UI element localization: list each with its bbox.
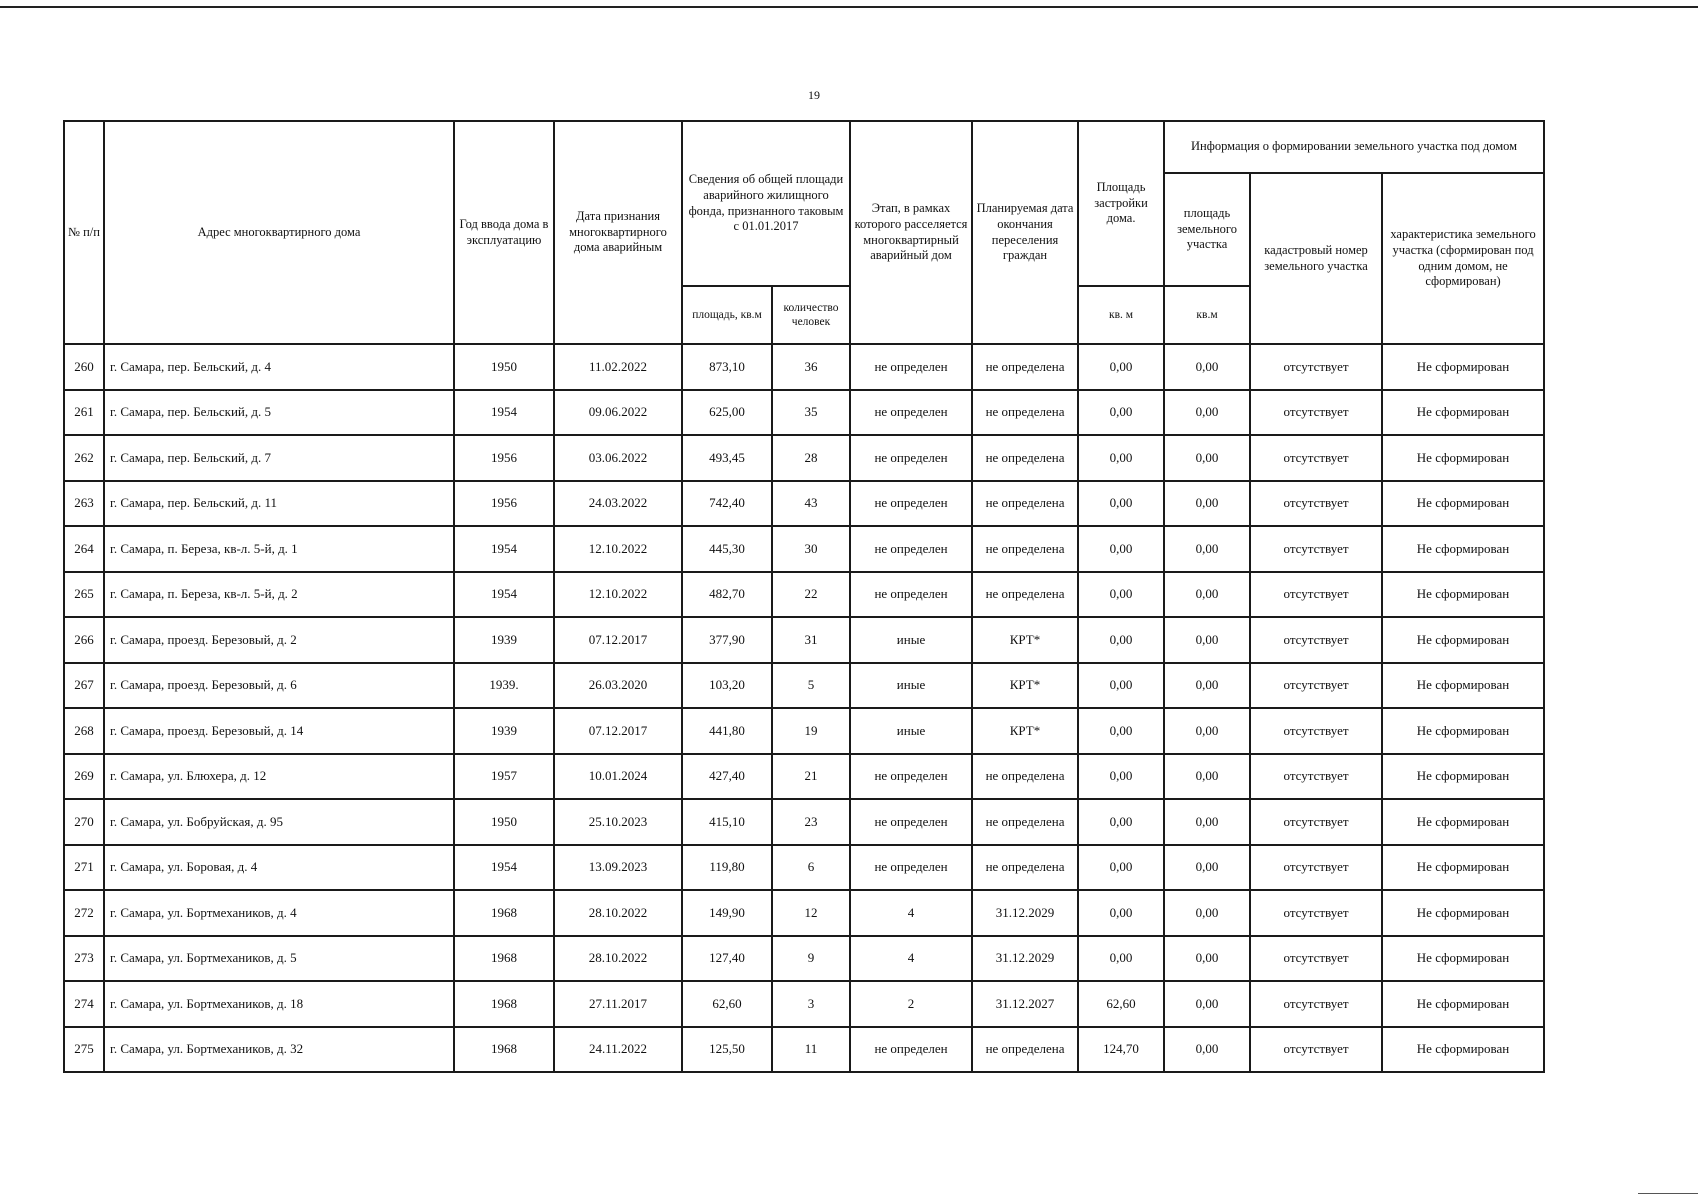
row-land-status: Не сформирован [1382, 344, 1544, 390]
row-year: 1950 [454, 344, 554, 390]
row-address: г. Самара, ул. Бортмехаников, д. 18 [104, 981, 454, 1027]
row-land-area: 0,00 [1164, 344, 1250, 390]
row-land-area: 0,00 [1164, 526, 1250, 572]
row-planned-date: не определена [972, 1027, 1078, 1073]
table-row [64, 526, 1544, 572]
row-planned-date: не определена [972, 435, 1078, 481]
row-area: 377,90 [682, 617, 772, 663]
row-people: 31 [772, 617, 850, 663]
row-date-recognized: 10.01.2024 [554, 754, 682, 800]
row-building-area: 0,00 [1078, 845, 1164, 891]
row-year: 1954 [454, 845, 554, 891]
row-cadastral: отсутствует [1250, 1027, 1382, 1073]
row-year: 1957 [454, 754, 554, 800]
row-building-area: 0,00 [1078, 572, 1164, 618]
row-year: 1954 [454, 572, 554, 618]
row-land-status: Не сформирован [1382, 572, 1544, 618]
header-land-characteristic: характеристика земельного участка (сформирован под одним домом, не сформирован) [1382, 173, 1544, 344]
row-cadastral: отсутствует [1250, 799, 1382, 845]
table-row [64, 799, 1544, 845]
row-cadastral: отсутствует [1250, 435, 1382, 481]
row-number: 262 [64, 435, 104, 481]
row-number: 261 [64, 390, 104, 436]
row-date-recognized: 12.10.2022 [554, 526, 682, 572]
table-body [64, 344, 1544, 1072]
table-row [64, 572, 1544, 618]
row-planned-date: не определена [972, 572, 1078, 618]
row-stage: не определен [850, 572, 972, 618]
row-address: г. Самара, пер. Бельский, д. 11 [104, 481, 454, 527]
row-land-area: 0,00 [1164, 981, 1250, 1027]
header-land-area: площадь земельного участка [1164, 173, 1250, 286]
row-building-area: 0,00 [1078, 481, 1164, 527]
row-land-status: Не сформирован [1382, 845, 1544, 891]
header-land-info: Информация о формировании земельного участка под домом [1164, 121, 1544, 173]
row-stage: не определен [850, 481, 972, 527]
row-land-area: 0,00 [1164, 1027, 1250, 1073]
row-year: 1968 [454, 981, 554, 1027]
row-area: 103,20 [682, 663, 772, 709]
row-land-status: Не сформирован [1382, 981, 1544, 1027]
row-stage: не определен [850, 526, 972, 572]
row-stage: не определен [850, 1027, 972, 1073]
row-number: 267 [64, 663, 104, 709]
row-planned-date: не определена [972, 845, 1078, 891]
row-number: 273 [64, 936, 104, 982]
row-people: 43 [772, 481, 850, 527]
row-area: 482,70 [682, 572, 772, 618]
row-address: г. Самара, пер. Бельский, д. 4 [104, 344, 454, 390]
row-land-status: Не сформирован [1382, 435, 1544, 481]
row-address: г. Самара, ул. Бобруйская, д. 95 [104, 799, 454, 845]
row-building-area: 0,00 [1078, 754, 1164, 800]
row-cadastral: отсутствует [1250, 344, 1382, 390]
row-address: г. Самара, п. Береза, кв-л. 5-й, д. 2 [104, 572, 454, 618]
row-land-area: 0,00 [1164, 663, 1250, 709]
row-land-status: Не сформирован [1382, 799, 1544, 845]
table-row [64, 981, 1544, 1027]
row-planned-date: не определена [972, 481, 1078, 527]
row-address: г. Самара, проезд. Березовый, д. 6 [104, 663, 454, 709]
row-stage: 4 [850, 936, 972, 982]
row-people: 19 [772, 708, 850, 754]
unit-land-area: кв.м [1164, 286, 1250, 344]
row-land-status: Не сформирован [1382, 390, 1544, 436]
row-date-recognized: 25.10.2023 [554, 799, 682, 845]
row-building-area: 0,00 [1078, 617, 1164, 663]
emergency-housing-table [63, 120, 1545, 1073]
row-number: 270 [64, 799, 104, 845]
row-cadastral: отсутствует [1250, 890, 1382, 936]
table-row [64, 890, 1544, 936]
row-cadastral: отсутствует [1250, 481, 1382, 527]
row-people: 6 [772, 845, 850, 891]
row-year: 1956 [454, 435, 554, 481]
table-row [64, 845, 1544, 891]
row-people: 21 [772, 754, 850, 800]
row-land-area: 0,00 [1164, 754, 1250, 800]
row-address: г. Самара, ул. Боровая, д. 4 [104, 845, 454, 891]
header-people: количество человек [772, 286, 850, 344]
row-land-area: 0,00 [1164, 890, 1250, 936]
row-people: 28 [772, 435, 850, 481]
unit-building-area: кв. м [1078, 286, 1164, 344]
row-year: 1968 [454, 890, 554, 936]
row-cadastral: отсутствует [1250, 617, 1382, 663]
row-planned-date: 31.12.2029 [972, 890, 1078, 936]
row-date-recognized: 24.03.2022 [554, 481, 682, 527]
row-planned-date: 31.12.2029 [972, 936, 1078, 982]
row-planned-date: КРТ* [972, 663, 1078, 709]
row-land-status: Не сформирован [1382, 663, 1544, 709]
row-date-recognized: 07.12.2017 [554, 708, 682, 754]
row-land-area: 0,00 [1164, 572, 1250, 618]
row-area: 62,60 [682, 981, 772, 1027]
row-number: 268 [64, 708, 104, 754]
row-planned-date: не определена [972, 344, 1078, 390]
row-number: 272 [64, 890, 104, 936]
top-border-line [0, 6, 1698, 8]
row-cadastral: отсутствует [1250, 845, 1382, 891]
row-cadastral: отсутствует [1250, 663, 1382, 709]
row-address: г. Самара, пер. Бельский, д. 5 [104, 390, 454, 436]
header-num: № п/п [64, 121, 104, 344]
row-building-area: 0,00 [1078, 936, 1164, 982]
row-year: 1968 [454, 1027, 554, 1073]
header-planned-date: Планируемая дата окончания переселения граждан [972, 121, 1078, 344]
row-stage: не определен [850, 435, 972, 481]
row-building-area: 0,00 [1078, 890, 1164, 936]
row-building-area: 0,00 [1078, 435, 1164, 481]
table-row [64, 344, 1544, 390]
row-planned-date: не определена [972, 799, 1078, 845]
row-land-status: Не сформирован [1382, 708, 1544, 754]
row-land-status: Не сформирован [1382, 617, 1544, 663]
row-area: 125,50 [682, 1027, 772, 1073]
row-stage: не определен [850, 799, 972, 845]
row-building-area: 0,00 [1078, 390, 1164, 436]
row-address: г. Самара, пер. Бельский, д. 7 [104, 435, 454, 481]
row-number: 275 [64, 1027, 104, 1073]
row-planned-date: не определена [972, 526, 1078, 572]
row-planned-date: КРТ* [972, 708, 1078, 754]
row-area: 625,00 [682, 390, 772, 436]
row-building-area: 62,60 [1078, 981, 1164, 1027]
row-area: 119,80 [682, 845, 772, 891]
row-area: 445,30 [682, 526, 772, 572]
header-stage: Этап, в рамках которого расселяется многоквартирный аварийный дом [850, 121, 972, 344]
row-year: 1950 [454, 799, 554, 845]
header-year: Год ввода дома в эксплуатацию [454, 121, 554, 344]
row-address: г. Самара, п. Береза, кв-л. 5-й, д. 1 [104, 526, 454, 572]
row-number: 271 [64, 845, 104, 891]
row-date-recognized: 12.10.2022 [554, 572, 682, 618]
row-area: 493,45 [682, 435, 772, 481]
bottom-border-line [1638, 1193, 1698, 1194]
row-cadastral: отсутствует [1250, 936, 1382, 982]
row-people: 12 [772, 890, 850, 936]
row-stage: 4 [850, 890, 972, 936]
header-cadastral: кадастровый номер земельного участка [1250, 173, 1382, 344]
row-area: 127,40 [682, 936, 772, 982]
row-land-area: 0,00 [1164, 481, 1250, 527]
table-row [64, 435, 1544, 481]
row-cadastral: отсутствует [1250, 708, 1382, 754]
row-land-area: 0,00 [1164, 617, 1250, 663]
row-date-recognized: 11.02.2022 [554, 344, 682, 390]
row-year: 1954 [454, 526, 554, 572]
row-address: г. Самара, ул. Бортмехаников, д. 5 [104, 936, 454, 982]
row-number: 269 [64, 754, 104, 800]
row-year: 1939. [454, 663, 554, 709]
row-cadastral: отсутствует [1250, 572, 1382, 618]
row-land-area: 0,00 [1164, 936, 1250, 982]
row-people: 35 [772, 390, 850, 436]
table-row [64, 390, 1544, 436]
header-date-recognized: Дата признания многоквартирного дома аварийным [554, 121, 682, 344]
row-area: 415,10 [682, 799, 772, 845]
row-people: 3 [772, 981, 850, 1027]
row-stage: не определен [850, 754, 972, 800]
row-building-area: 0,00 [1078, 663, 1164, 709]
row-land-area: 0,00 [1164, 435, 1250, 481]
row-year: 1968 [454, 936, 554, 982]
row-land-status: Не сформирован [1382, 1027, 1544, 1073]
row-number: 260 [64, 344, 104, 390]
row-date-recognized: 24.11.2022 [554, 1027, 682, 1073]
row-cadastral: отсутствует [1250, 526, 1382, 572]
row-building-area: 0,00 [1078, 708, 1164, 754]
row-building-area: 0,00 [1078, 344, 1164, 390]
row-area: 427,40 [682, 754, 772, 800]
table-row [64, 1027, 1544, 1073]
row-area: 742,40 [682, 481, 772, 527]
row-address: г. Самара, ул. Бортмехаников, д. 4 [104, 890, 454, 936]
row-stage: не определен [850, 390, 972, 436]
row-land-status: Не сформирован [1382, 526, 1544, 572]
row-year: 1939 [454, 617, 554, 663]
table-row [64, 481, 1544, 527]
row-date-recognized: 27.11.2017 [554, 981, 682, 1027]
row-stage: иные [850, 708, 972, 754]
row-planned-date: КРТ* [972, 617, 1078, 663]
row-year: 1954 [454, 390, 554, 436]
row-stage: не определен [850, 845, 972, 891]
row-building-area: 0,00 [1078, 526, 1164, 572]
table-row [64, 617, 1544, 663]
row-date-recognized: 09.06.2022 [554, 390, 682, 436]
row-number: 264 [64, 526, 104, 572]
page-number: 19 [808, 88, 820, 102]
row-address: г. Самара, проезд. Березовый, д. 2 [104, 617, 454, 663]
row-people: 11 [772, 1027, 850, 1073]
row-year: 1939 [454, 708, 554, 754]
row-land-status: Не сформирован [1382, 936, 1544, 982]
row-number: 263 [64, 481, 104, 527]
row-year: 1956 [454, 481, 554, 527]
row-land-area: 0,00 [1164, 799, 1250, 845]
row-cadastral: отсутствует [1250, 390, 1382, 436]
row-cadastral: отсутствует [1250, 981, 1382, 1027]
row-land-status: Не сформирован [1382, 481, 1544, 527]
row-building-area: 0,00 [1078, 799, 1164, 845]
table-row [64, 708, 1544, 754]
row-address: г. Самара, ул. Бортмехаников, д. 32 [104, 1027, 454, 1073]
table-row [64, 754, 1544, 800]
row-number: 266 [64, 617, 104, 663]
row-address: г. Самара, проезд. Березовый, д. 14 [104, 708, 454, 754]
header-area: площадь, кв.м [682, 286, 772, 344]
row-stage: иные [850, 617, 972, 663]
header-address: Адрес многоквартирного дома [104, 121, 454, 344]
row-date-recognized: 13.09.2023 [554, 845, 682, 891]
row-area: 149,90 [682, 890, 772, 936]
row-number: 265 [64, 572, 104, 618]
header-building-area: Площадь застройки дома. [1078, 121, 1164, 286]
row-date-recognized: 07.12.2017 [554, 617, 682, 663]
row-people: 30 [772, 526, 850, 572]
table-row [64, 936, 1544, 982]
row-date-recognized: 03.06.2022 [554, 435, 682, 481]
table-row [64, 663, 1544, 709]
row-land-area: 0,00 [1164, 708, 1250, 754]
row-planned-date: 31.12.2027 [972, 981, 1078, 1027]
row-planned-date: не определена [972, 754, 1078, 800]
row-land-area: 0,00 [1164, 390, 1250, 436]
row-people: 5 [772, 663, 850, 709]
row-date-recognized: 28.10.2022 [554, 890, 682, 936]
row-planned-date: не определена [972, 390, 1078, 436]
row-land-status: Не сформирован [1382, 890, 1544, 936]
row-address: г. Самара, ул. Блюхера, д. 12 [104, 754, 454, 800]
row-stage: не определен [850, 344, 972, 390]
row-cadastral: отсутствует [1250, 754, 1382, 800]
row-date-recognized: 26.03.2020 [554, 663, 682, 709]
row-area: 441,80 [682, 708, 772, 754]
row-date-recognized: 28.10.2022 [554, 936, 682, 982]
row-land-area: 0,00 [1164, 845, 1250, 891]
row-number: 274 [64, 981, 104, 1027]
row-building-area: 124,70 [1078, 1027, 1164, 1073]
header-emergency-fund: Сведения об общей площади аварийного жилищного фонда, признанного таковым с 01.01.2017 [682, 121, 850, 286]
row-people: 9 [772, 936, 850, 982]
row-area: 873,10 [682, 344, 772, 390]
row-people: 23 [772, 799, 850, 845]
row-stage: 2 [850, 981, 972, 1027]
row-stage: иные [850, 663, 972, 709]
row-land-status: Не сформирован [1382, 754, 1544, 800]
row-people: 36 [772, 344, 850, 390]
row-people: 22 [772, 572, 850, 618]
